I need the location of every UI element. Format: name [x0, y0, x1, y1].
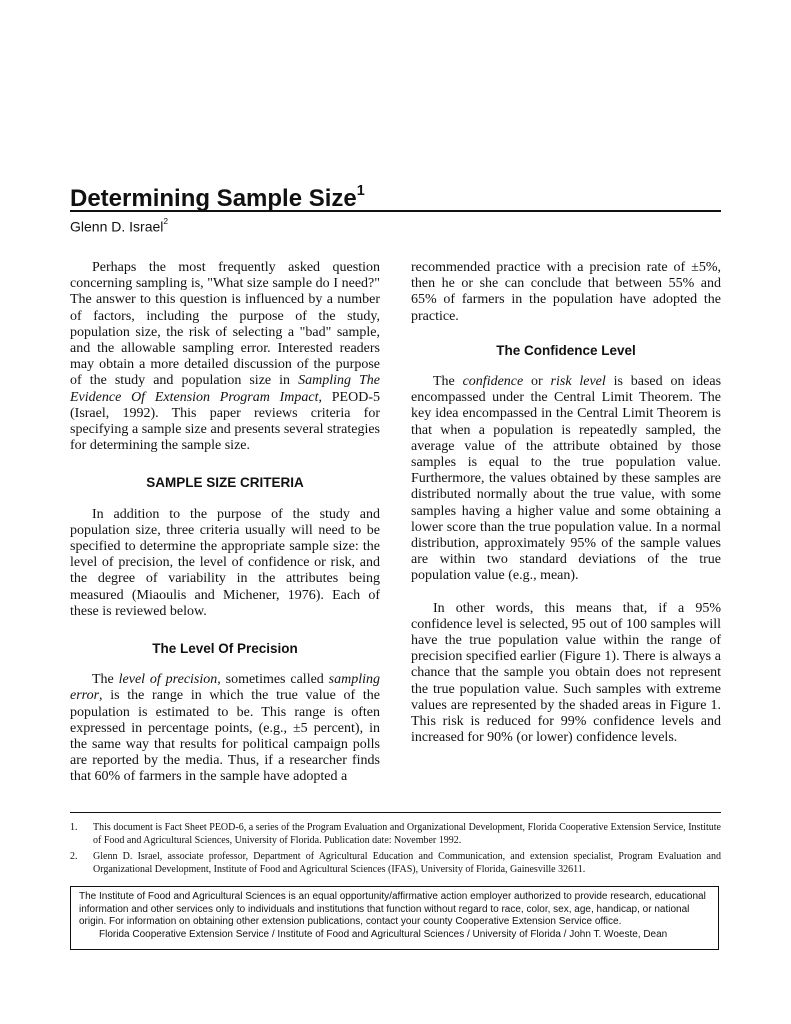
heading-confidence-level: The Confidence Level: [496, 342, 636, 358]
intro-italic-title: Sampling The Evidence Of Extension Program Impact: [70, 373, 380, 405]
footnote-2: [70, 851, 721, 876]
precision-text-1: The: [92, 672, 119, 688]
precision-paragraph: [70, 672, 380, 785]
intro-text-1: Perhaps the most frequently asked question concerning sampling is, "What size sample do I need?" The answer to this question is influenced by a number of factors, including the purpose of the study, population size, the risk of selecting a "bad" sample, and the allowable sampling error. Interested readers may obtain a more detailed discussion of the purpose of the study and population size in: [70, 260, 380, 389]
confidence-text-1: The: [433, 374, 463, 390]
confidence-text-2: or: [523, 374, 551, 390]
criteria-paragraph: In addition to the purpose of the study and population size, three criteria usually will need to be specified to determine the appropriate sample size: the level of precision, the level of confidence or risk, and the degree of variability in the attributes being measured (Miaoulis and Michener, 1976). Each of these is reviewed below.: [70, 506, 380, 619]
precision-text-3: , is the range in which the true value of the population is estimated to be. This range is often expressed in percentage points, (e.g., ±5 percent), in the same way that results for political campaign polls are reported by the media. Thus, if a researcher finds that 60% of farmers in the sample have adopted a: [70, 688, 380, 785]
continuation-paragraph: recommended practice with a precision rate of ±5%, then he or she can conclude that between 55% and 65% of farmers in the population have adopted the practice.: [411, 260, 721, 324]
footnote-text: This document is Fact Sheet PEOD-6, a series of the Program Evaluation and Organizational Development, Florida Cooperative Extension Service, Institute of Food and Agricultural Sciences, University of Florida. Publication date: November 1992.: [93, 822, 721, 846]
footnote-text: Glenn D. Israel, associate professor, Department of Agricultural Education and Communication, and extension specialist, Program Evaluation and Organizational Development, Institute of Food and Agricultural Sciences (IFAS), University of Florida, Gainesville 32611.: [93, 851, 721, 875]
footnotes: [70, 822, 721, 880]
author-footnote-mark: 2: [163, 216, 169, 226]
ifas-disclaimer-box: [70, 886, 719, 950]
heading-sample-size-criteria: SAMPLE SIZE CRITERIA: [146, 475, 304, 491]
heading-level-of-precision: The Level Of Precision: [152, 641, 298, 657]
confidence-paragraph: [411, 374, 721, 585]
footnote-number: 1.: [70, 822, 78, 833]
intro-paragraph: [70, 260, 380, 454]
right-column: [411, 260, 721, 762]
author-name: Glenn D. Israel: [70, 218, 164, 235]
confidence-term-1: confidence: [462, 374, 524, 390]
ifas-credit-line: Florida Cooperative Extension Service / Institute of Food and Agricultural Sciences / University of Florida / John T. Woeste, Dean: [99, 928, 668, 940]
title-block: [70, 178, 721, 214]
footnote-1: [70, 822, 721, 847]
author-line: [70, 218, 168, 235]
left-column: [70, 260, 380, 802]
title-rule: [70, 210, 721, 212]
ifas-statement: The Institute of Food and Agricultural Sciences is an equal opportunity/affirmative action employer authorized to provide research, educational information and other services only to individuals and institutions that function without regard to race, color, sex, age, handicap, or national origin. For information on obtaining other extension publications, contact your county Cooperative Extension Service office.: [79, 891, 706, 927]
precision-text-2: , sometimes called: [217, 672, 329, 688]
intro-text-2: , PEOD-5 (Israel, 1992). This paper reviews criteria for specifying a sample size and presents several strategies for determining the sample size.: [70, 389, 380, 454]
footnote-number: 2.: [70, 851, 78, 862]
title-text: Determining Sample Size: [70, 185, 357, 212]
page-title: [70, 178, 721, 214]
confidence-term-2: risk level: [550, 374, 606, 390]
confidence-text-3: is based on ideas encompassed under the Central Limit Theorem. The key idea encompassed in the Central Limit Theorem is that when a population is repeatedly sampled, the average value of the attribute obtained by those samples is equal to the true population value. Furthermore, the values obtained by these samples are distributed normally about the true value, with some samples having a higher value and some obtaining a lower score than the true population value. In a normal distribution, approximately 95% of the sample values are within two standard deviations of the true population value (e.g., mean).: [411, 374, 722, 584]
precision-term-1: level of precision: [118, 672, 218, 688]
footnote-rule: [70, 812, 721, 813]
other-words-paragraph: In other words, this means that, if a 95% confidence level is selected, 95 out of 100 samples will have the true population value within the range of precision specified earlier (Figure 1). There is always a chance that the sample you obtain does not represent the true population value. Such samples with extreme values are represented by the shaded areas in Figure 1. This risk is reduced for 99% confidence levels and increased for 90% (or lower) confidence levels.: [411, 600, 721, 746]
title-footnote-mark: 1: [356, 183, 365, 199]
precision-term-2: sampling error: [70, 672, 380, 704]
